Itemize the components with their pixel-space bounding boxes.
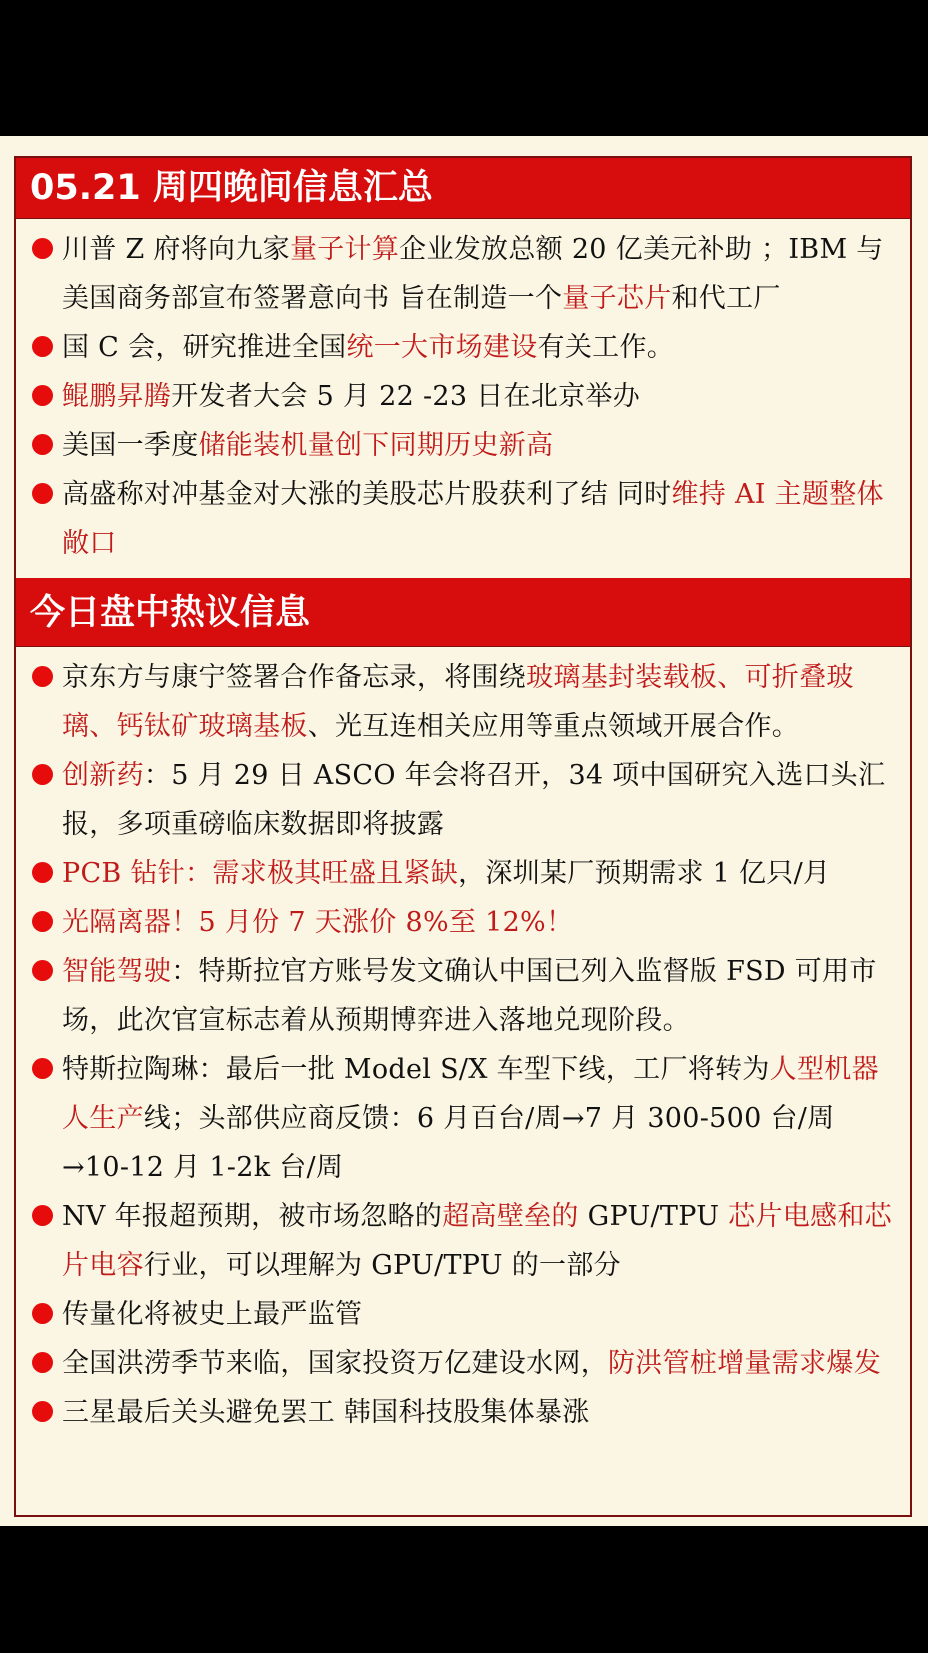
news-item xyxy=(32,1290,900,1339)
highlight-text: 维持 AI 主题整体敞口 xyxy=(62,479,884,559)
item-text: 川普 Z 府将向九家 xyxy=(62,234,290,265)
item-text: 三星最后关头避免罢工 韩国科技股集体暴涨 xyxy=(62,1397,590,1428)
item-text: 行业，可以理解为 GPU/TPU 的一部分 xyxy=(143,1250,621,1281)
evening-news-list xyxy=(16,219,910,568)
news-item xyxy=(32,898,900,947)
item-text: 高盛称对冲基金对大涨的美股芯片股获利了结 同时 xyxy=(62,479,672,510)
news-item xyxy=(32,947,900,1045)
news-item xyxy=(32,751,900,849)
news-item xyxy=(32,1045,900,1192)
section-header-intraday: 今日盘中热议信息 xyxy=(16,578,910,647)
news-item xyxy=(32,1388,900,1437)
news-item xyxy=(32,225,900,323)
item-text: ：特斯拉官方账号发文确认中国已列入监督版 FSD 可用市场，此次官宣标志着从预期博弈进入落地兑现阶段。 xyxy=(62,956,877,1036)
bullet-dot-icon xyxy=(32,960,53,981)
bullet-dot-icon xyxy=(32,1058,53,1079)
news-item xyxy=(32,849,900,898)
item-text: 开发者大会 5 月 22 -23 日在北京举办 xyxy=(171,381,641,412)
news-item xyxy=(32,372,900,421)
highlight-text: 光隔离器！5 月份 7 天涨价 8%至 12%！ xyxy=(62,907,574,938)
bullet-dot-icon xyxy=(32,238,53,259)
bullet-dot-icon xyxy=(32,1303,53,1324)
bullet-dot-icon xyxy=(32,434,53,455)
bullet-dot-icon xyxy=(32,862,53,883)
highlight-text: 鲲鹏昇腾 xyxy=(62,381,172,412)
item-text: 、光互连相关应用等重点领域开展合作。 xyxy=(307,711,800,742)
news-item xyxy=(32,1339,900,1388)
news-item xyxy=(32,1192,900,1290)
news-card xyxy=(0,136,928,1526)
item-text: 全国洪涝季节来临，国家投资万亿建设水网， xyxy=(62,1348,608,1379)
item-text: 传量化将被史上最严监管 xyxy=(62,1299,363,1330)
item-text: 美国一季度 xyxy=(62,430,199,461)
item-text: 有关工作。 xyxy=(537,332,675,363)
bullet-dot-icon xyxy=(32,1401,53,1422)
highlight-text: 统一大市场建设 xyxy=(346,332,538,363)
news-item xyxy=(32,323,900,372)
highlight-text: 智能驾驶 xyxy=(62,956,172,987)
bullet-dot-icon xyxy=(32,1205,53,1226)
item-text: NV 年报超预期，被市场忽略的 xyxy=(62,1201,443,1232)
intraday-news-list xyxy=(16,647,910,1437)
highlight-text: 量子计算 xyxy=(289,234,400,265)
item-text: 京东方与康宁签署合作备忘录，将围绕 xyxy=(62,662,527,693)
highlight-text: 创新药 xyxy=(62,760,144,791)
item-text: 国 C 会，研究推进全国 xyxy=(62,332,347,363)
bullet-dot-icon xyxy=(32,911,53,932)
news-item xyxy=(32,653,900,751)
bullet-dot-icon xyxy=(32,1352,53,1373)
section-header-evening: 05.21 周四晚间信息汇总 xyxy=(16,158,910,219)
item-text: 和代工厂 xyxy=(671,283,781,314)
bullet-dot-icon xyxy=(32,666,53,687)
bullet-dot-icon xyxy=(32,336,53,357)
highlight-text: 人型机器人生产 xyxy=(62,1054,879,1134)
highlight-text: 防洪管桩增量需求爆发 xyxy=(608,1348,881,1379)
highlight-text: 玻璃基封装载板、可折叠玻璃、钙钛矿玻璃基板 xyxy=(62,662,854,742)
bullet-dot-icon xyxy=(32,764,53,785)
item-text: GPU/TPU xyxy=(578,1201,729,1232)
item-text: 企业发放总额 20 亿美元补助 ；IBM 与美国商务部宣布签署意向书 旨在制造一个 xyxy=(62,234,884,314)
card-frame xyxy=(14,156,912,1517)
item-text: 特斯拉陶琳：最后一批 Model S/X 车型下线，工厂将转为 xyxy=(62,1054,770,1085)
highlight-text: 储能装机量创下同期历史新高 xyxy=(198,430,554,461)
item-text: 线；头部供应商反馈：6 月百台/周→7 月 300-500 台/周→10-12 月 1-2k 台/周 xyxy=(62,1103,835,1183)
bullet-dot-icon xyxy=(32,483,53,504)
highlight-text: 芯片电感和芯片电容 xyxy=(62,1201,892,1281)
item-text: ：5 月 29 日 ASCO 年会将召开，34 项中国研究入选口头汇报，多项重磅临床数据即将披露 xyxy=(62,760,886,840)
bullet-dot-icon xyxy=(32,385,53,406)
item-text: ，深圳某厂预期需求 1 亿只/月 xyxy=(458,858,831,889)
highlight-text: PCB 钻针：需求极其旺盛且紧缺 xyxy=(62,858,459,889)
highlight-text: 超高壁垒的 xyxy=(442,1201,579,1232)
highlight-text: 量子芯片 xyxy=(562,283,672,314)
news-item xyxy=(32,421,900,470)
news-item xyxy=(32,470,900,568)
